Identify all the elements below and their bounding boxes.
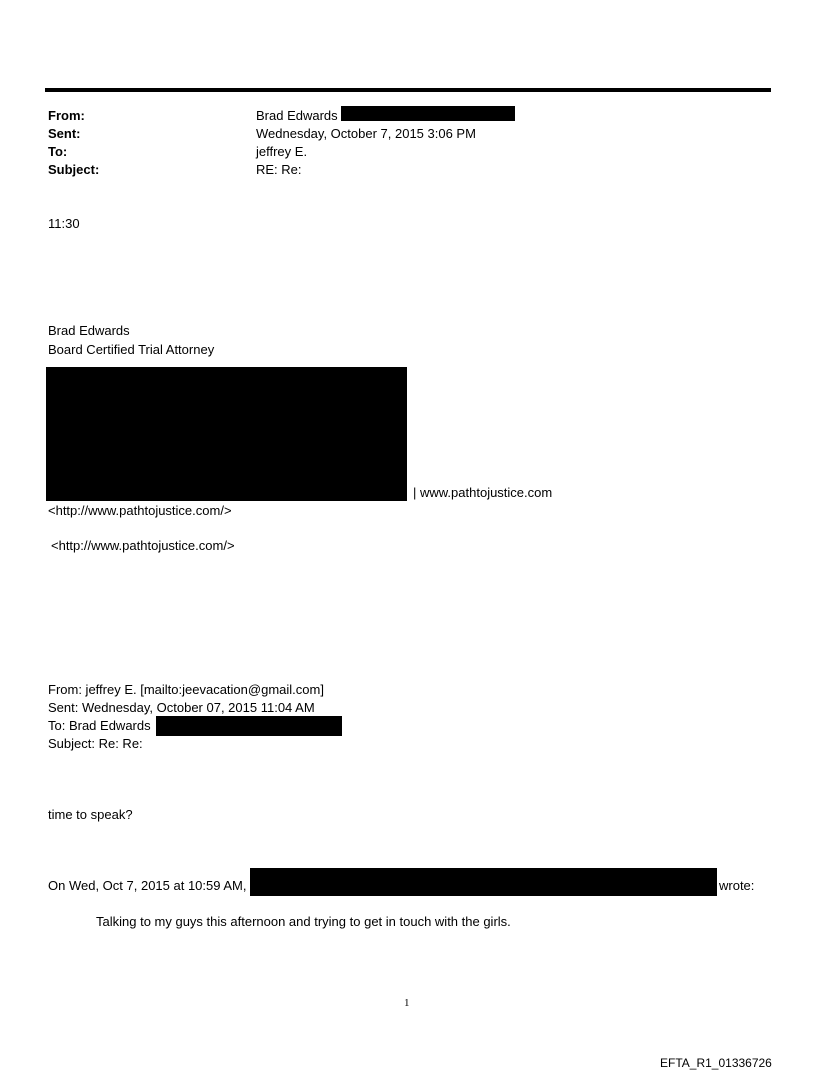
quoted-subject-line: Subject: Re: Re: (48, 736, 143, 751)
redaction-signature-block (46, 367, 407, 501)
page-number: 1 (404, 997, 410, 1009)
sent-label: Sent: (48, 126, 81, 141)
on-line-suffix: wrote: (719, 878, 755, 893)
to-value: jeffrey E. (256, 144, 308, 159)
signature-name: Brad Edwards (48, 323, 130, 338)
quoted-from-line: From: jeffrey E. [mailto:jeevacation@gmail.com] (48, 682, 324, 697)
signature-website: | www.pathtojustice.com (413, 485, 553, 500)
reply-text: 11:30 (48, 216, 80, 231)
subject-value: RE: Re: (256, 162, 302, 177)
document-id: EFTA_R1_01336726 (660, 1056, 772, 1070)
signature-title: Board Certified Trial Attorney (48, 342, 215, 357)
redaction-quoted-to-email (156, 716, 342, 736)
inner-quoted-message: Talking to my guys this afternoon and trying to get in touch with the girls. (96, 914, 511, 929)
website-link-1[interactable]: <http://www.pathtojustice.com/> (48, 503, 232, 518)
quoted-message: time to speak? (48, 807, 133, 822)
redaction-from-email (341, 106, 515, 121)
quoted-to-line: To: Brad Edwards (48, 718, 151, 733)
website-link-2[interactable]: <http://www.pathtojustice.com/> (51, 538, 235, 553)
redaction-on-line-sender (250, 868, 717, 896)
quoted-sent-line: Sent: Wednesday, October 07, 2015 11:04 AM (48, 700, 315, 715)
on-line-prefix: On Wed, Oct 7, 2015 at 10:59 AM, (48, 878, 247, 893)
to-label: To: (48, 144, 68, 159)
sent-value: Wednesday, October 7, 2015 3:06 PM (256, 126, 476, 141)
from-value: Brad Edwards (256, 108, 338, 123)
from-label: From: (48, 108, 85, 123)
header-divider (45, 88, 771, 92)
subject-label: Subject: (48, 162, 100, 177)
